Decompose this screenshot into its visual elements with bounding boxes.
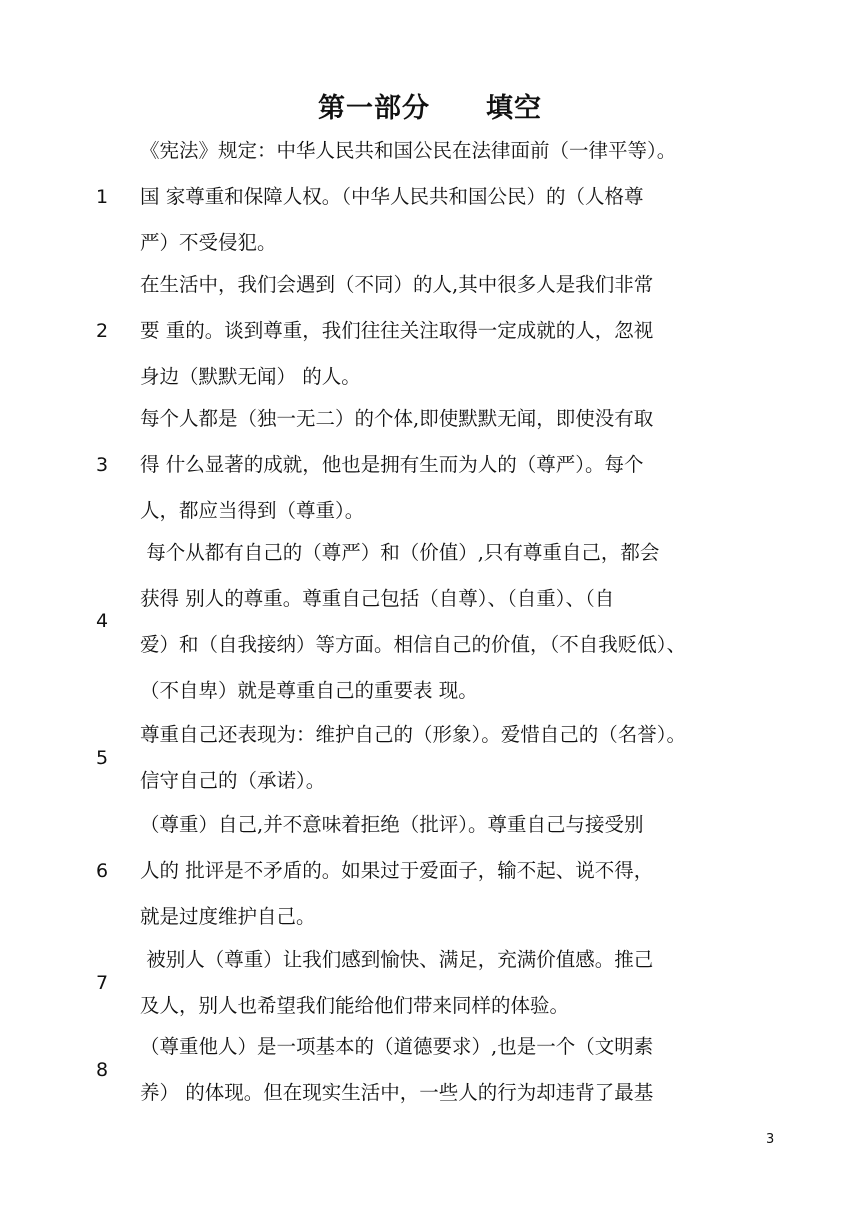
item-text (140, 712, 780, 804)
text-line: 养） 的体现。但在现实生活中，一些人的行为却违背了最基 (140, 1081, 654, 1104)
item-number: 7 (96, 972, 109, 994)
text-line: 严）不受侵犯。 (140, 231, 277, 254)
text-line: （尊重他人）是一项基本的（道德要求）,也是一个（文明素 (140, 1035, 654, 1058)
text-line: 及人，别人也希望我们能给他们带来同样的体验。 (140, 994, 570, 1017)
item-text (140, 530, 780, 714)
item-number: 3 (96, 454, 109, 476)
item-text (140, 937, 780, 1029)
page-number: 3 (766, 1132, 775, 1147)
item-number: 4 (96, 610, 109, 632)
text-line: 身边（默默无闻） 的人。 (140, 365, 361, 388)
text-line: 要 重的。谈到尊重，我们往往关注取得一定成就的人，忽视 (140, 319, 654, 342)
text-line: 人，都应当得到（尊重）。 (140, 499, 365, 522)
item-text (140, 802, 780, 940)
item-number: 2 (96, 320, 109, 342)
item-number: 1 (96, 186, 109, 208)
text-line: （尊重）自己,并不意味着拒绝（批评）。尊重自己与接受别 (140, 813, 644, 836)
text-line: 每个人都是（独一无二）的个体,即使默默无闻，即使没有取 (140, 407, 654, 430)
text-line: 人的 批评是不矛盾的。如果过于爱面子，输不起、说不得， (140, 859, 654, 882)
item-text (140, 1024, 780, 1116)
text-line: 每个从都有自己的（尊严）和（价值）,只有尊重自己，都会 (140, 541, 660, 564)
item-number: 5 (96, 747, 109, 769)
text-line: 就是过度维护自己。 (140, 905, 316, 928)
item-number: 8 (96, 1059, 109, 1081)
item-text (140, 396, 780, 534)
item-number: 6 (96, 860, 109, 882)
text-line: 得 什么显著的成就，他也是拥有生而为人的（尊严）。每个 (140, 453, 644, 476)
text-line: 国 家尊重和保障人权。（中华人民共和国公民）的（人格尊 (140, 185, 644, 208)
text-line: 《宪法》规定：中华人民共和国公民在法律面前（一律平等）。 (140, 139, 677, 162)
text-line: 在生活中，我们会遇到（不同）的人,其中很多人是我们非常 (140, 273, 654, 296)
text-line: 尊重自己还表现为：维护自己的（形象）。爱惜自己的（名誉）。 (140, 723, 687, 746)
item-text (140, 128, 780, 266)
text-line: 被别人（尊重）让我们感到愉快、满足，充满价值感。推己 (140, 948, 654, 971)
item-text (140, 262, 780, 400)
text-line: （不自卑）就是尊重自己的重要表 现。 (140, 679, 478, 702)
text-line: 爱）和（自我接纳）等方面。相信自己的价值，（不自我贬低）、 (140, 633, 687, 656)
text-line: 获得 别人的尊重。尊重自己包括（自尊）、（自重）、（自 (140, 587, 615, 610)
page-title: 第一部分 填空 (318, 93, 542, 124)
text-line: 信守自己的（承诺）。 (140, 769, 326, 792)
